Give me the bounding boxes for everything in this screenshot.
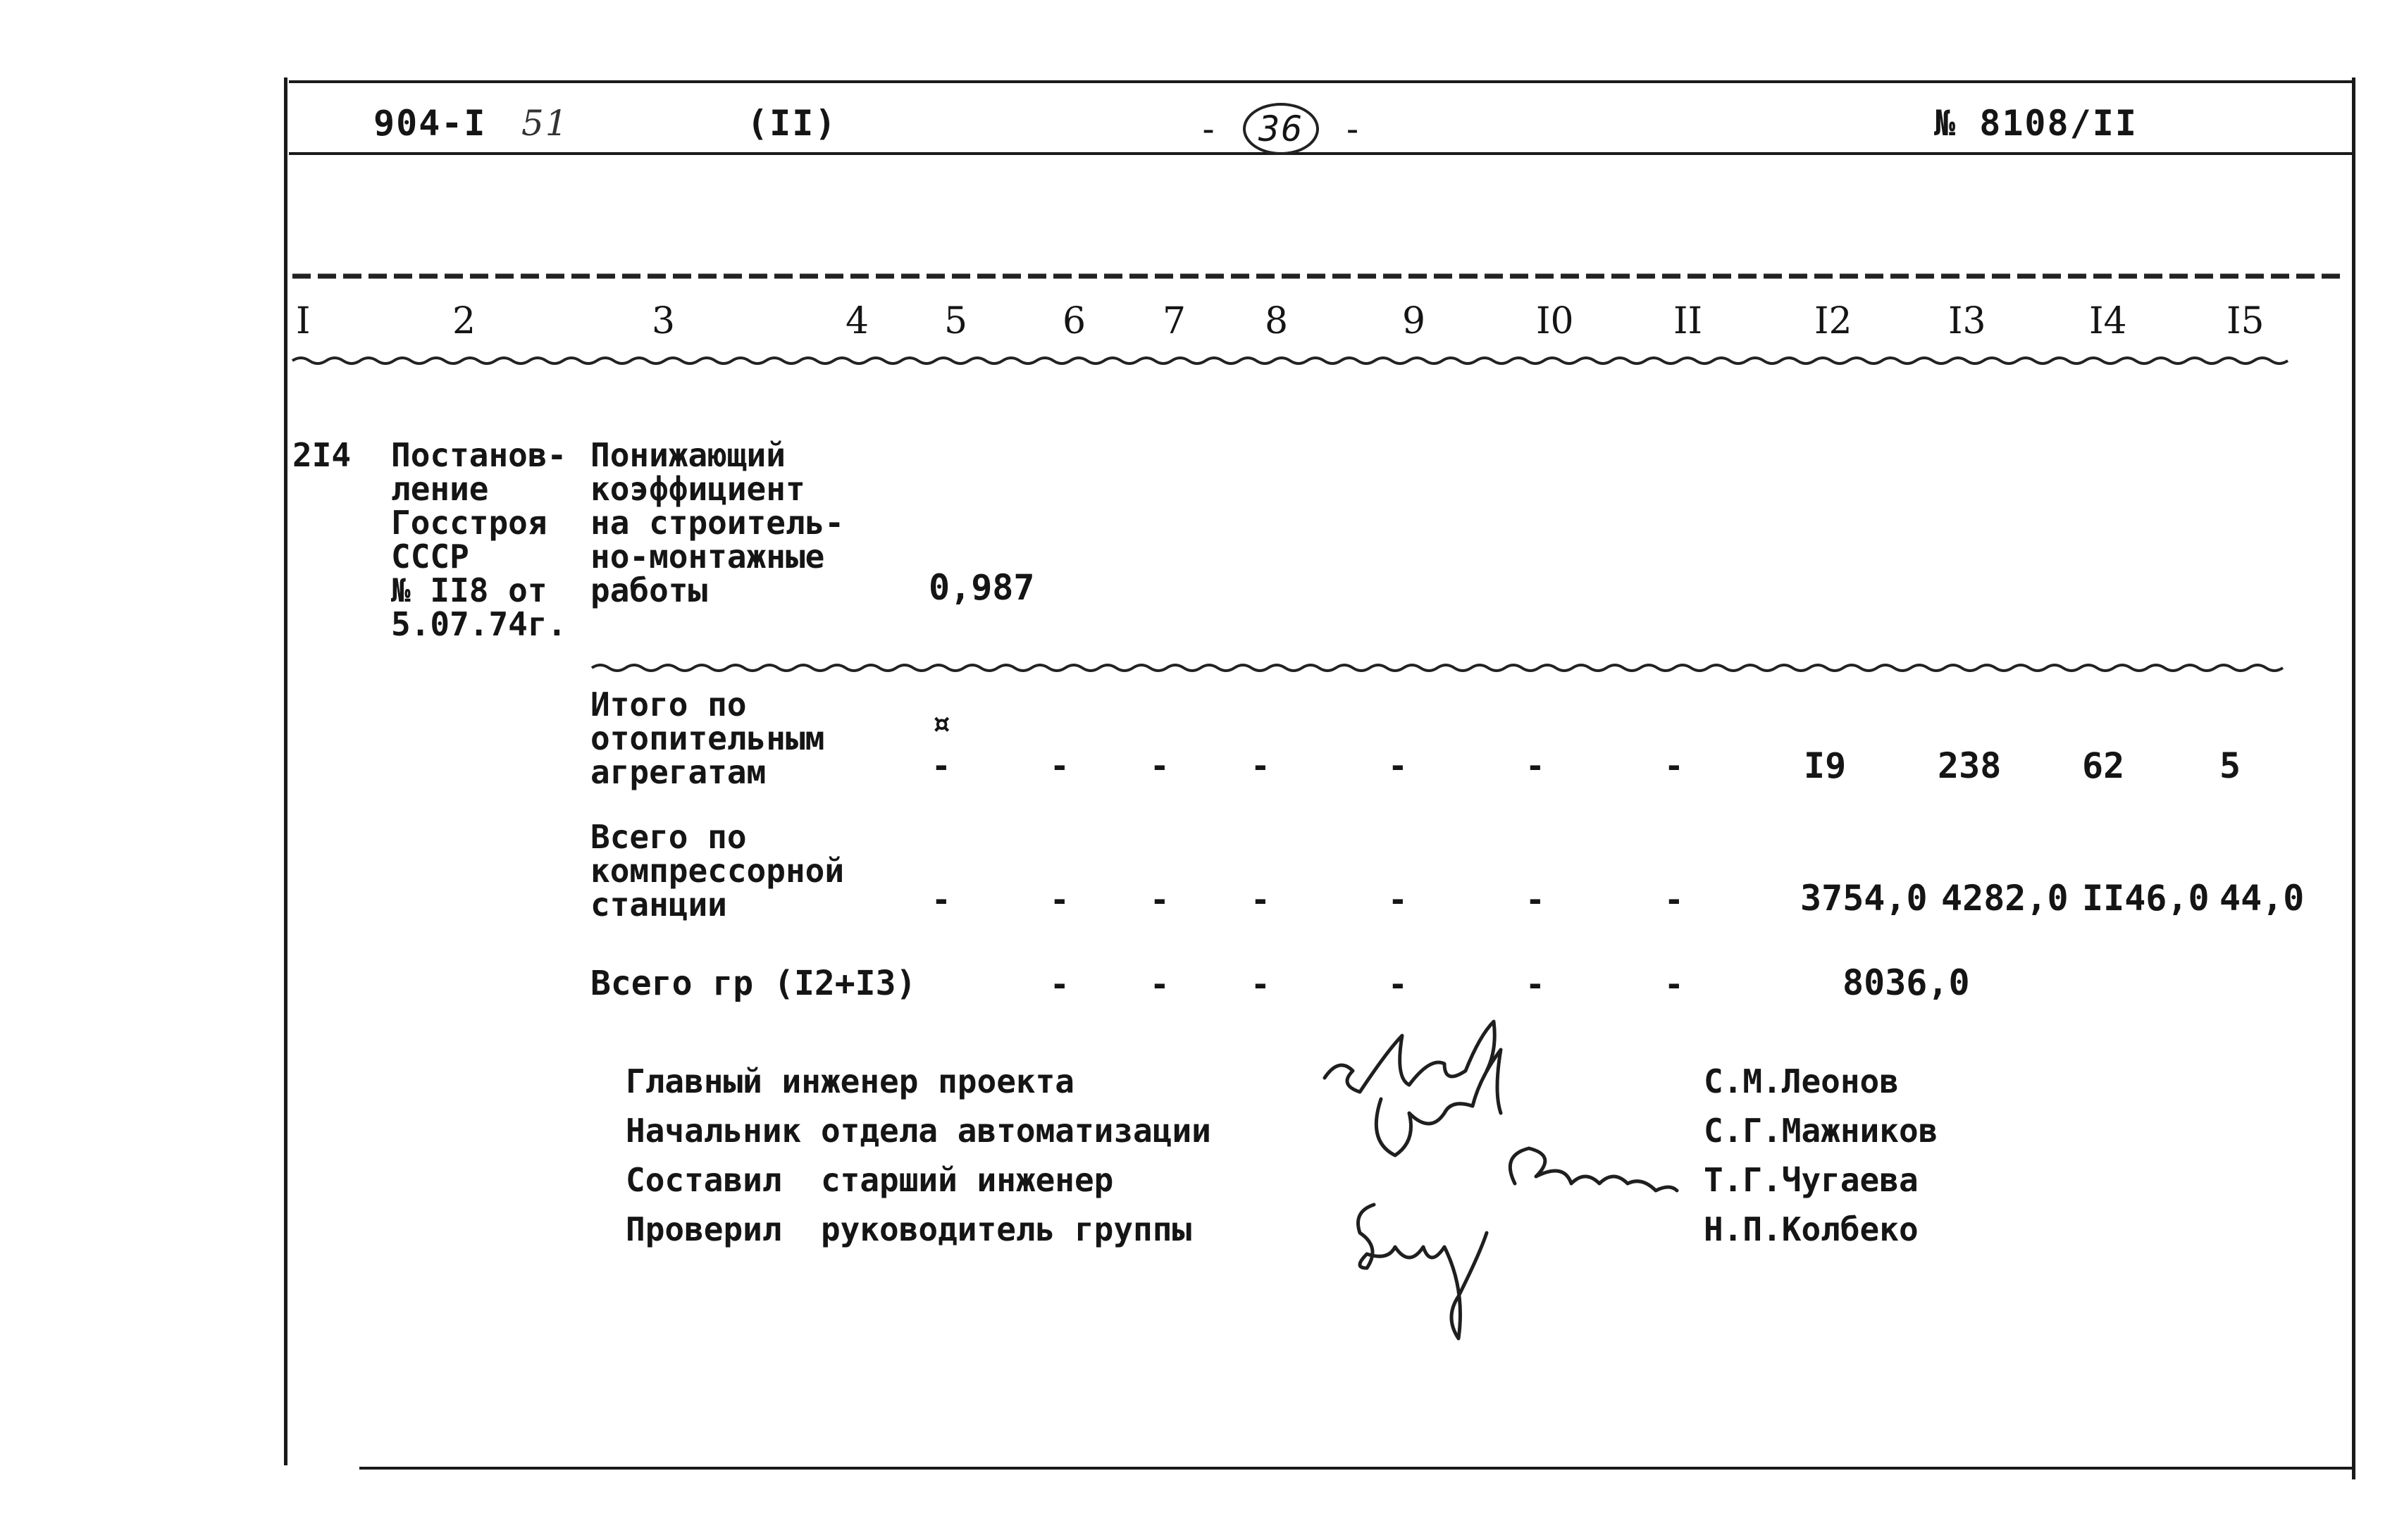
value-col12: I9 xyxy=(1804,745,1847,786)
column-number: I2 xyxy=(1814,300,1852,342)
empty-dash: - xyxy=(1251,881,1270,919)
empty-dash: - xyxy=(1388,965,1408,1003)
description-line: но-монтажные xyxy=(590,538,825,576)
grand-total-label: Всего гр (I2+I3) xyxy=(590,964,917,1003)
signatory-name: С.М.Леонов xyxy=(1704,1062,1899,1100)
empty-dash: - xyxy=(1664,965,1684,1003)
description-line: на строитель- xyxy=(590,504,845,542)
empty-dash: - xyxy=(1251,965,1270,1003)
empty-dash: - xyxy=(1150,881,1170,919)
description-line: Понижающий xyxy=(590,436,786,474)
value-col13: 238 xyxy=(1938,745,2002,786)
column-number: 8 xyxy=(1265,300,1289,342)
empty-dash: - xyxy=(1050,881,1070,919)
grand-total-value: 8036,0 xyxy=(1842,962,1970,1003)
signature-role: Начальник отдела автоматизации xyxy=(626,1112,1211,1150)
column-number: 7 xyxy=(1163,300,1187,342)
signature-role: Проверил руководитель группы xyxy=(626,1210,1192,1248)
empty-dash: - xyxy=(931,747,951,785)
value-col14: 62 xyxy=(2082,745,2125,786)
empty-dash: - xyxy=(1251,747,1270,785)
label-line: агрегатам xyxy=(590,753,767,791)
doc-code: 904-I xyxy=(373,103,487,144)
signature-chugaeva xyxy=(1510,1148,1677,1191)
empty-dash: - xyxy=(1664,747,1684,785)
column-number: 2 xyxy=(452,300,476,342)
doc-code-handwritten: 51 xyxy=(521,103,569,144)
label-line: Итого по xyxy=(590,685,747,724)
column-number: I5 xyxy=(2226,300,2265,342)
signature-mazhnikov xyxy=(1376,1050,1501,1155)
column-number: I3 xyxy=(1948,300,1986,342)
signature-role: Главный инженер проекта xyxy=(626,1062,1074,1100)
label-line: компрессорной xyxy=(590,852,845,890)
mark-symbol: ¤ xyxy=(931,704,951,743)
value-col13: 4282,0 xyxy=(1941,878,2069,919)
signature-kolbeko xyxy=(1358,1205,1487,1339)
label-line: Всего по xyxy=(590,818,747,856)
column-number: 3 xyxy=(652,300,676,342)
value-col14: II46,0 xyxy=(2082,878,2210,919)
source-line: Госстроя xyxy=(391,504,547,542)
source-line: ление xyxy=(391,470,489,508)
source-line: № II8 от xyxy=(391,571,547,609)
column-number: 6 xyxy=(1063,300,1086,342)
source-line: СССР xyxy=(391,538,469,576)
column-number: II xyxy=(1673,300,1703,342)
signatory-name: Н.П.Колбеко xyxy=(1704,1210,1919,1248)
empty-dash: - xyxy=(1525,881,1545,919)
column-number: 9 xyxy=(1402,300,1426,342)
empty-dash: - xyxy=(1388,881,1408,919)
number-sign: № xyxy=(1934,103,1980,144)
page-number: - 36 - xyxy=(1198,103,1365,155)
empty-dash: - xyxy=(1150,965,1170,1003)
column-number: 5 xyxy=(944,300,968,342)
empty-dash: - xyxy=(1525,747,1545,785)
signatory-name: С.Г.Мажников xyxy=(1704,1112,1938,1150)
empty-dash: - xyxy=(1150,747,1170,785)
value-col15: 5 xyxy=(2219,745,2241,786)
label-line: отопительным xyxy=(590,719,825,757)
label-line: станции xyxy=(590,886,727,924)
column-number: 4 xyxy=(846,300,869,342)
signature-leonov xyxy=(1325,1022,1494,1092)
source-line: Постанов- xyxy=(391,436,567,474)
signatory-name: Т.Г.Чугаева xyxy=(1704,1161,1919,1199)
empty-dash: - xyxy=(1050,747,1070,785)
description-line: работы xyxy=(590,571,708,609)
empty-dash: - xyxy=(1050,965,1070,1003)
source-line: 5.07.74г. xyxy=(391,605,567,643)
empty-dash: - xyxy=(1388,747,1408,785)
description-line: коэффициент xyxy=(590,470,805,508)
value-col12: 3754,0 xyxy=(1800,878,1928,919)
column-number: I0 xyxy=(1536,300,1574,342)
row-number: 2I4 xyxy=(292,436,352,474)
column-number: I xyxy=(296,300,311,342)
sheet-number-value: 8108/II xyxy=(1979,103,2138,144)
section-label: (II) xyxy=(747,103,838,144)
page-number-circled: 36 xyxy=(1243,103,1319,155)
value-col15: 44,0 xyxy=(2219,878,2305,919)
column-number: I4 xyxy=(2089,300,2127,342)
empty-dash: - xyxy=(1664,881,1684,919)
empty-dash: - xyxy=(1525,965,1545,1003)
coefficient-value: 0,987 xyxy=(929,567,1035,608)
empty-dash: - xyxy=(931,881,951,919)
signature-role: Составил старший инженер xyxy=(626,1161,1114,1199)
